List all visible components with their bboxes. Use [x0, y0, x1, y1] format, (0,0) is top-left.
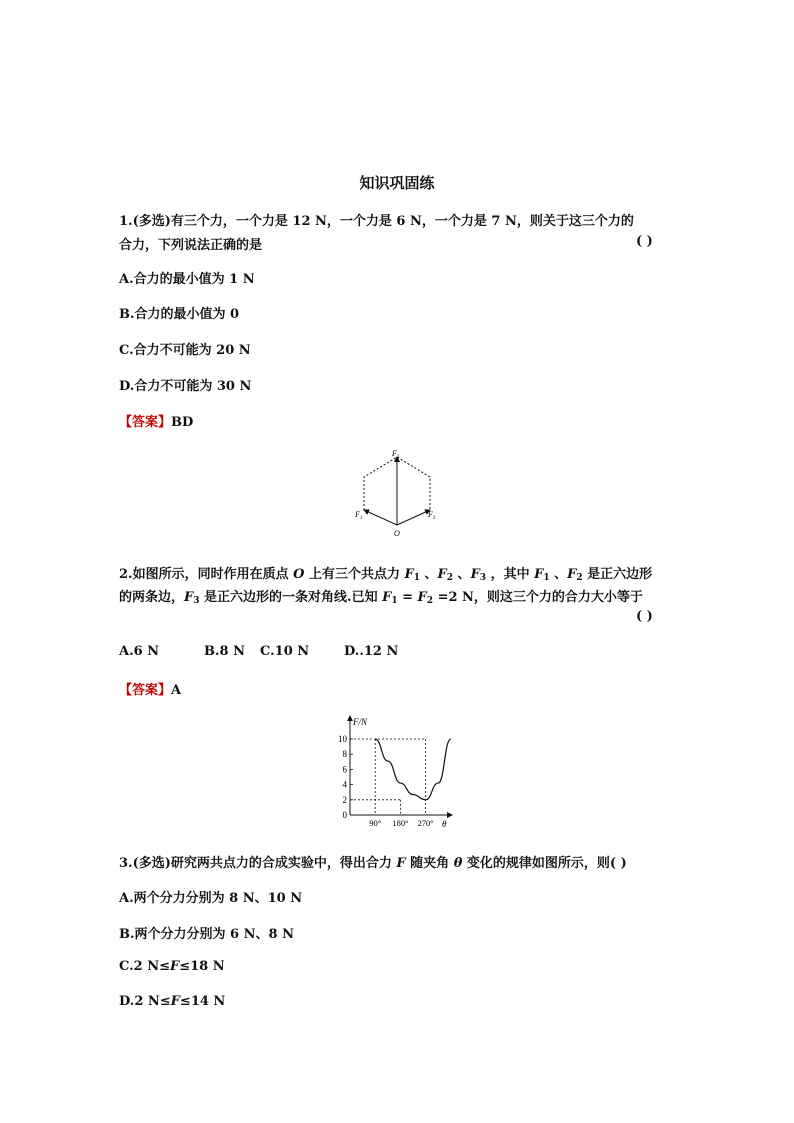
x-tick-label: 270°	[417, 818, 434, 828]
page-title: 知识巩固练	[359, 174, 435, 192]
q1-option-a: A.合力的最小值为 1 N	[119, 272, 255, 287]
q1-stem-line1: 1.(多选)有三个力，一个力是 12 N，一个力是 6 N，一个力是 7 N，则关于这三个力的	[119, 214, 634, 229]
q1-answer	[119, 411, 193, 430]
y-tick-label: 6	[342, 764, 347, 775]
y-axis-label: F/N	[353, 717, 368, 727]
x-tick-label: 180°	[392, 818, 409, 828]
f3-label: $F_3$	[392, 449, 400, 460]
q1-answer-paren: ( )	[636, 234, 653, 249]
q1-option-d: D.合力不可能为 30 N	[119, 379, 252, 394]
q3-option-d: D.2 N≤F≤14 N	[119, 994, 226, 1009]
q1-answer-tag: 【答案】	[119, 415, 172, 430]
q1-option-b: B.合力的最小值为 0	[119, 307, 240, 322]
q2-answer-paren: ( )	[636, 609, 653, 624]
q2-option-d: D..12 N	[344, 644, 399, 659]
q3-option-b: B.两个分力分别为 6 N、8 N	[119, 927, 294, 942]
x-tick-label: 90°	[369, 818, 382, 828]
q2-option-a: A.6 N	[119, 644, 160, 659]
q3-option-a: A.两个分力分别为 8 N、10 N	[119, 891, 303, 906]
q2-answer-tag: 【答案】	[119, 683, 172, 698]
origin-label: O	[394, 529, 400, 538]
y-tick-label: 8	[342, 749, 347, 760]
y-tick-label: 2	[342, 794, 347, 805]
q1-option-c: C.合力不可能为 20 N	[119, 343, 251, 358]
f1-label: $F_1$	[355, 510, 363, 521]
force-angle-chart	[330, 712, 460, 832]
x-axis-label: θ	[442, 819, 447, 829]
q2-option-c: C.10 N	[260, 644, 310, 659]
q2-stem-line1: 2.如图所示，同时作用在质点 O 上有三个共点力 $F_1$ 、$F_2$ 、$F_3$ ，其中 $F_1$ 、$F_2$ 是正六边形	[119, 567, 653, 583]
q2-option-b: B.8 N	[204, 644, 245, 659]
force-curve	[375, 739, 451, 800]
f2-arrow	[397, 510, 430, 525]
q2-answer	[119, 679, 181, 698]
f1-arrow	[364, 510, 397, 525]
y-tick-label: 10	[338, 734, 347, 744]
q3-option-c: C.2 N≤F≤18 N	[119, 959, 225, 974]
f2-label: $F_2$	[428, 510, 436, 521]
q1-stem-line2: 合力，下列说法正确的是	[119, 238, 263, 253]
q2-stem-line2: 的两条边，$F_3$ 是正六边形的一条对角线.已知 $F_1 = F_2 =2$ N，则这三个力的合力大小等于	[119, 590, 643, 606]
q1-answer-value: BD	[171, 415, 194, 430]
hexagon-force-diagram	[350, 445, 450, 540]
q2-answer-value: A	[171, 683, 182, 698]
q3-stem: 3.(多选)研究两共点力的合成实验中，得出合力 F 随夹角 θ 变化的规律如图所示，则( )	[119, 856, 627, 871]
y-tick-label: 0	[342, 810, 347, 820]
y-tick-label: 4	[342, 779, 347, 790]
